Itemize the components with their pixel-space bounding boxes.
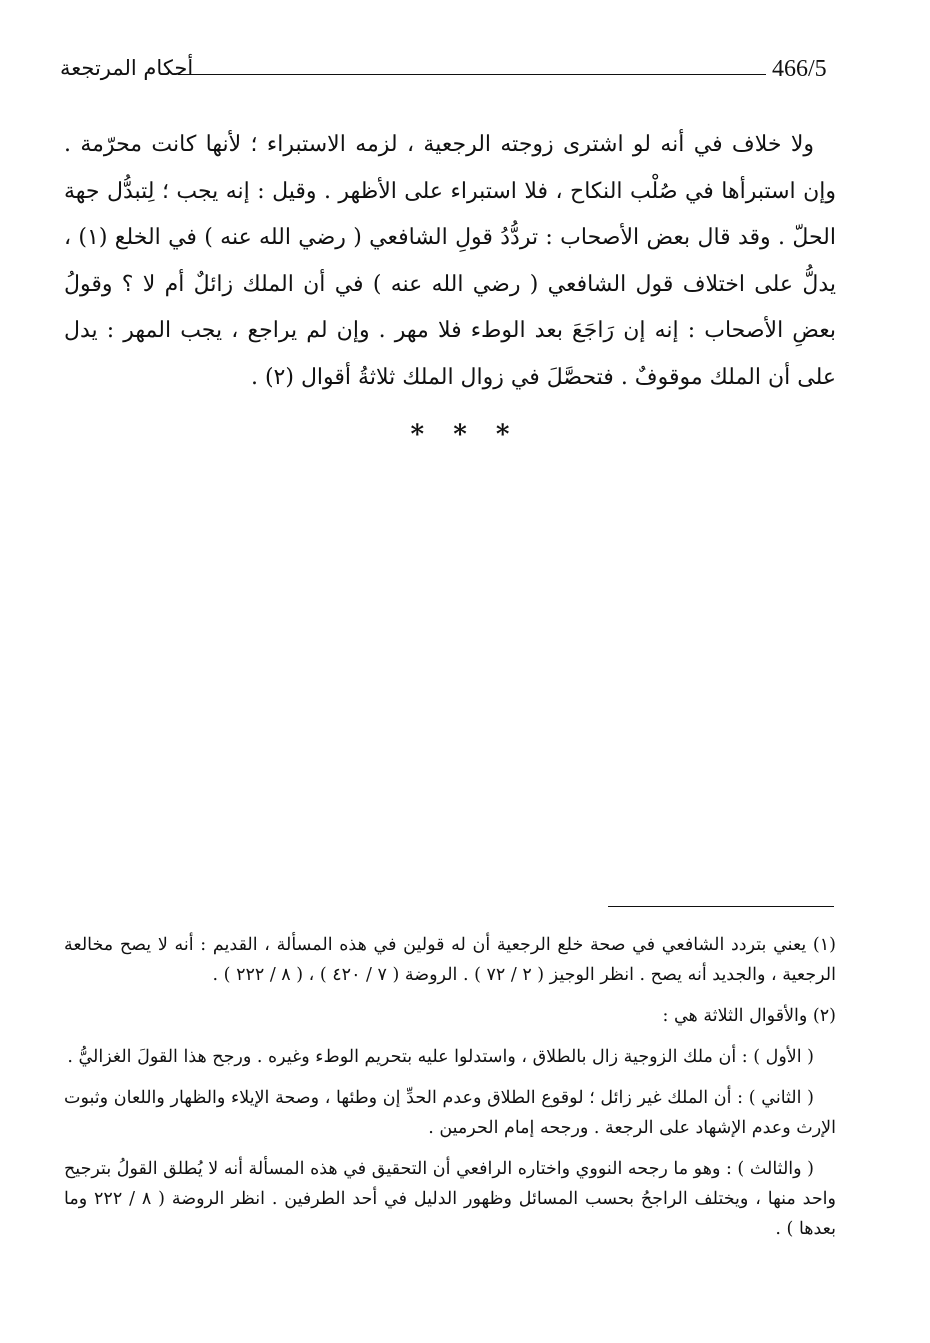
footnote-2-first-opinion: ( الأول ) : أن ملك الزوجية زال بالطلاق ، واستدلوا عليه بتحريم الوطء وغيره . ورجح هذا القولَ الغزاليُّ . (67, 1047, 814, 1067)
footnotes (64, 930, 836, 1255)
main-text (64, 122, 836, 401)
header-rule (178, 74, 766, 75)
running-title: أحكام المرتجعة (60, 56, 194, 80)
footnote-2-third-opinion: ( والثالث ) : وهو ما رجحه النووي واختاره الرافعي أن التحقيق في هذه المسألة أنه لا يُطلق القولُ بترجيح واحد منها ، ويختلف الراجحُ بحسب المسائل وظهور الدليل في أحد الطرفين . انظر الروضة ( ٨ / ٢٢٢ وما بعدها ) . (64, 1159, 836, 1239)
footnote-2: (٢) والأقوال الثلاثة هي : (662, 1006, 836, 1026)
footnote-rule (608, 906, 834, 907)
body-paragraph: ولا خلاف في أنه لو اشترى زوجته الرجعية ، لزمه الاستبراء ؛ لأنها كانت محرّمة . وإن استبرأها في صُلْب النكاح ، فلا استبراء على الأظهر . وقيل : إنه يجب ؛ لِتبدُّل جهة الحلّ . وقد قال بعض الأصحاب : تردُّدُ قولِ الشافعي ( رضي الله عنه ) في الخلع (١) ، يدلُّ على اختلاف قول الشافعي ( رضي الله عنه ) في أن الملك زائلٌ أم لا ؟ وقولُ بعضِ الأصحاب : إنه إن رَاجَعَ بعد الوطء فلا مهر . وإن لم يراجع ، يجب المهر : يدل على أن الملك موقوفٌ . فتحصَّلَ في زوال الملك ثلاثةُ أقوال (٢) . (64, 132, 836, 390)
footnote-1: (١) يعني بتردد الشافعي في صحة خلع الرجعية أن له قولين في هذه المسألة ، القديم : أنه لا يصح مخالعة الرجعية ، والجديد أنه يصح . انظر الوجيز ( ٢ / ٧٢ ) . الروضة ( ٧ / ٤٢٠ ) ، ( ٨ / ٢٢٢ ) . (64, 935, 836, 985)
footnote-2-second-opinion: ( الثاني ) : أن الملك غير زائل ؛ لوقوع الطلاق وعدم الحدِّ إن وطئها ، وصحة الإيلاء والظهار واللعان وثبوت الإرث وعدم الإشهاد على الرجعة . ورجحه إمام الحرمين . (64, 1088, 836, 1138)
page-number: 466/5 (772, 56, 827, 82)
section-separator: * * * (410, 420, 520, 450)
page-header (60, 52, 840, 92)
